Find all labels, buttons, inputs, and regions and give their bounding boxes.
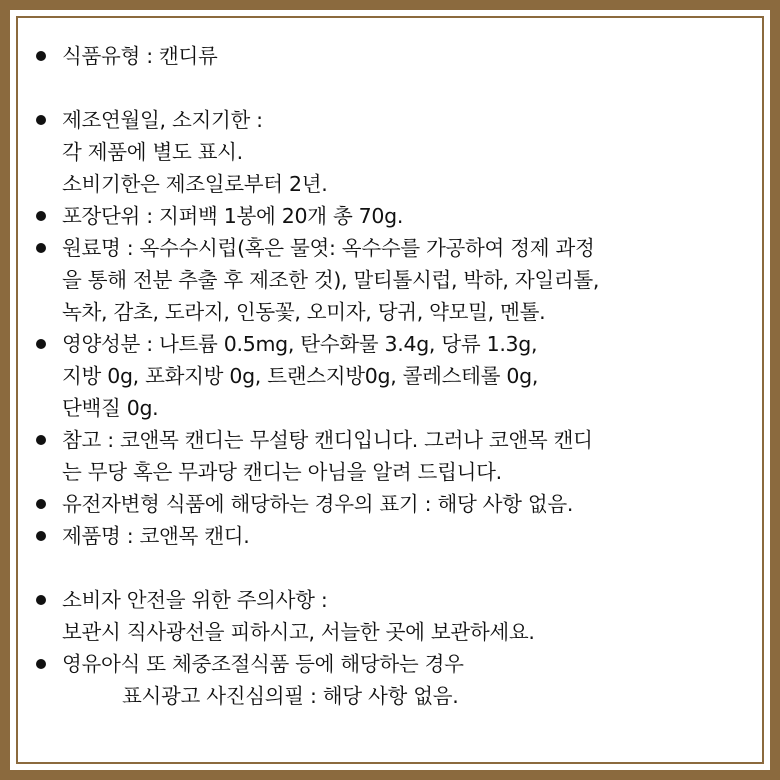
bullet-icon [36,243,46,253]
bullet-icon [36,595,46,605]
list-item-food-type: 식품유형 : 캔디류 [34,40,746,72]
list-item-packaging: 포장단위 : 지퍼백 1봉에 20개 총 70g. [34,200,746,232]
product-info-list [34,40,746,712]
bullet-icon [36,51,46,61]
bullet-icon [36,211,46,221]
list-item-product-name: 제품명 : 코앤목 캔디. [34,520,746,552]
list-item-infant-food: 영유아식 또 체중조절식품 등에 해당하는 경우 표시광고 사진심의필 : 해당 사항 없음. [34,648,746,712]
bullet-icon [36,659,46,669]
bullet-icon [36,531,46,541]
list-item-ingredients: 원료명 : 옥수수시럽(혹은 물엿: 옥수수를 가공하여 정제 과정 을 통해 전분 추출 후 제조한 것), 말티톨시럽, 박하, 자일리톨, 녹차, 감초, 도라지, 인동꽃, 오미자, 당귀, 약모밀, 멘톨. [34,232,746,328]
list-item-manufacture-date: 제조연월일, 소지기한 : 각 제품에 별도 표시. 소비기한은 제조일로부터 2년. [34,104,746,200]
list-item-gmo: 유전자변형 식품에 해당하는 경우의 표기 : 해당 사항 없음. [34,488,746,520]
bullet-icon [36,499,46,509]
list-item-safety-caution: 소비자 안전을 위한 주의사항 : 보관시 직사광선을 피하시고, 서늘한 곳에 보관하세요. [34,584,746,648]
bullet-icon [36,115,46,125]
bullet-icon [36,435,46,445]
bullet-icon [36,339,46,349]
list-item-nutrition: 영양성분 : 나트륨 0.5mg, 탄수화물 3.4g, 당류 1.3g, 지방 0g, 포화지방 0g, 트랜스지방0g, 콜레스테롤 0g, 단백질 0g. [34,328,746,424]
list-item-note: 참고 : 코앤목 캔디는 무설탕 캔디입니다. 그러나 코앤목 캔디 는 무당 혹은 무과당 캔디는 아님을 알려 드립니다. [34,424,746,488]
